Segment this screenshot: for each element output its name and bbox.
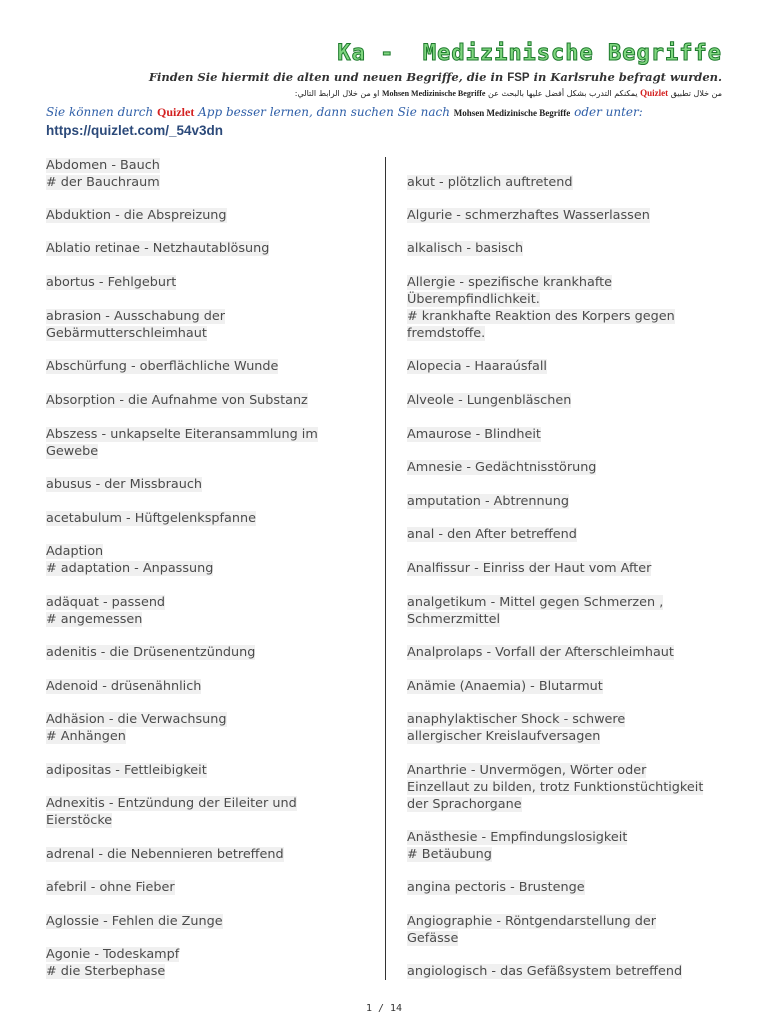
glossary-entry-line <box>407 779 727 796</box>
glossary-entry <box>407 644 727 661</box>
glossary-entry-line <box>407 207 727 224</box>
glossary-entry-line <box>407 493 727 510</box>
glossary-entry-text: anaphylaktischer Shock - schwere <box>407 712 626 727</box>
glossary-entry-text: # der Bauchraum <box>46 175 160 190</box>
glossary-entry <box>407 459 727 476</box>
glossary-entry-line <box>407 308 727 325</box>
glossary-entry-text: Agonie - Todeskampf <box>46 947 180 962</box>
glossary-entry <box>46 392 366 409</box>
intro-text-mid: App besser lernen, dann suchen Sie nach <box>194 105 454 119</box>
glossary-entry-line <box>46 946 366 963</box>
glossary-entry-line <box>407 879 727 896</box>
glossary-entry <box>407 560 727 577</box>
glossary-entry-text: # die Sterbephase <box>46 964 166 979</box>
glossary-entry <box>46 426 366 460</box>
glossary-entry-text: alkalisch - basisch <box>407 241 524 256</box>
document-title: Ka - Medizinische Begriffe <box>337 41 722 66</box>
glossary-entry <box>407 493 727 510</box>
glossary-entry-text: abusus - der Missbrauch <box>46 477 203 492</box>
arabic-instructions <box>295 88 722 98</box>
glossary-entry-text: Anästhesie - Empfindungslosigkeit <box>407 830 628 845</box>
quizlet-link[interactable]: https://quizlet.com/_54v3dn <box>46 123 224 138</box>
glossary-entry-line <box>46 762 366 779</box>
glossary-entry-line <box>46 711 366 728</box>
glossary-entry-line <box>46 560 366 577</box>
glossary-entry-text: afebril - ohne Fieber <box>46 880 175 895</box>
glossary-entry-line <box>407 611 727 628</box>
glossary-entry-line <box>407 291 727 308</box>
glossary-entry <box>46 207 366 224</box>
glossary-entry-text: Analprolaps - Vorfall der Afterschleimhaut <box>407 645 674 660</box>
glossary-entry-text: Alopecia - Haaraúsfall <box>407 359 547 374</box>
glossary-entry-line <box>46 795 366 812</box>
glossary-entry-line <box>407 963 727 980</box>
glossary-entry <box>46 594 366 628</box>
glossary-entry-line <box>407 526 727 543</box>
glossary-entry-text: Allergie - spezifische krankhafte <box>407 275 612 290</box>
glossary-entry <box>407 274 727 342</box>
glossary-entry-line <box>46 240 366 257</box>
intro-text-start: Sie können durch <box>46 105 157 119</box>
glossary-entry-text: Absorption - die Aufnahme von Substanz <box>46 393 308 408</box>
glossary-entry <box>46 762 366 779</box>
glossary-entry-line <box>46 846 366 863</box>
glossary-entry-line <box>46 510 366 527</box>
column-divider <box>385 157 386 980</box>
glossary-entry <box>46 644 366 661</box>
glossary-entry-line <box>46 611 366 628</box>
glossary-entry <box>46 510 366 527</box>
glossary-entry-text: adäquat - passend <box>46 595 166 610</box>
intro-text-end: oder unter: <box>570 105 643 119</box>
glossary-entry-line <box>46 476 366 493</box>
glossary-entry-line <box>46 274 366 291</box>
glossary-entry <box>407 829 727 863</box>
glossary-entry-text: fremdstoffe. <box>407 326 486 341</box>
glossary-entry-text: Abdomen - Bauch <box>46 158 160 173</box>
glossary-entry-text: # angemessen <box>46 612 143 627</box>
glossary-entry <box>407 174 727 191</box>
glossary-entry <box>407 879 727 896</box>
intro-text <box>46 105 643 120</box>
glossary-entry-line <box>407 728 727 745</box>
glossary-entry-line <box>46 678 366 695</box>
glossary-entry-line <box>407 594 727 611</box>
glossary-entry-text: # adaptation - Anpassung <box>46 561 214 576</box>
glossary-entry-line <box>46 594 366 611</box>
arabic-text-mid: يمكنكم التدرب بشكل أفضل عليها بالبحث عن <box>485 89 641 98</box>
arabic-text-start: من خلال تطبيق <box>668 89 722 98</box>
intro-quizlet-name: Quizlet <box>156 105 195 119</box>
glossary-entry <box>46 274 366 291</box>
glossary-entry <box>407 207 727 224</box>
glossary-entry-text: # Betäubung <box>407 847 492 862</box>
glossary-entry-line <box>407 930 727 947</box>
glossary-entry-text: Adhäsion - die Verwachsung <box>46 712 227 727</box>
glossary-entry-text: Einzellaut zu bilden, trotz Funktionstüchtigkeit <box>407 780 704 795</box>
glossary-entry-text: Adaption <box>46 544 104 559</box>
glossary-entry-line <box>407 174 727 191</box>
glossary-entry <box>407 526 727 543</box>
glossary-entry-text: Ablatio retinae - Netzhautablösung <box>46 241 270 256</box>
glossary-entry-text: Analfissur - Einriss der Haut vom After <box>407 561 652 576</box>
glossary-entry-line <box>407 796 727 813</box>
arabic-quizlet-name: Quizlet <box>640 88 669 98</box>
glossary-entry-text: Alveole - Lungenbläschen <box>407 393 572 408</box>
glossary-entry-text: adrenal - die Nebennieren betreffend <box>46 847 284 862</box>
glossary-entry <box>407 963 727 980</box>
glossary-entry-line <box>46 308 366 325</box>
glossary-entry-text: Gewebe <box>46 444 99 459</box>
glossary-entry-text: Algurie - schmerzhaftes Wasserlassen <box>407 208 650 223</box>
glossary-entry-text: Überempfindlichkeit. <box>407 292 540 307</box>
glossary-entry-line <box>407 240 727 257</box>
glossary-entry <box>407 762 727 813</box>
glossary-entry-line <box>46 913 366 930</box>
glossary-entry-text: angina pectoris - Brustenge <box>407 880 585 895</box>
glossary-entry-line <box>407 274 727 291</box>
glossary-entry-text: abrasion - Ausschabung der <box>46 309 225 324</box>
glossary-entry-line <box>46 963 366 980</box>
glossary-entry-text: # krankhafte Reaktion des Korpers gegen <box>407 309 675 324</box>
glossary-entry <box>46 795 366 829</box>
glossary-entry <box>407 358 727 375</box>
glossary-entry-text: analgetikum - Mittel gegen Schmerzen , <box>407 595 664 610</box>
glossary-entry-line <box>46 207 366 224</box>
glossary-entry-line <box>407 829 727 846</box>
glossary-entry <box>407 240 727 257</box>
glossary-entry-text: angiologisch - das Gefäßsystem betreffend <box>407 964 683 979</box>
glossary-entry-text: Amnesie - Gedächtnisstörung <box>407 460 597 475</box>
glossary-entry-line <box>46 812 366 829</box>
glossary-entry-line <box>407 678 727 695</box>
glossary-entry-text: Adenoid - drüsenähnlich <box>46 679 202 694</box>
glossary-entry <box>46 240 366 257</box>
glossary-entry <box>46 476 366 493</box>
glossary-entry-text: Amaurose - Blindheit <box>407 427 541 442</box>
glossary-entry-text: acetabulum - Hüftgelenkspfanne <box>46 511 256 526</box>
glossary-entry-line <box>407 426 727 443</box>
glossary-entry <box>46 157 366 191</box>
glossary-entry-text: Aglossie - Fehlen die Zunge <box>46 914 223 929</box>
glossary-entry-text: anal - den After betreffend <box>407 527 577 542</box>
glossary-entry-line <box>46 728 366 745</box>
glossary-entry-text: allergischer Kreislaufversagen <box>407 729 601 744</box>
glossary-entry <box>407 711 727 745</box>
glossary-entry-line <box>407 846 727 863</box>
glossary-entry-line <box>46 358 366 375</box>
glossary-entry-line <box>46 325 366 342</box>
glossary-entry <box>407 594 727 628</box>
glossary-entry-line <box>407 392 727 409</box>
glossary-entry-line <box>407 358 727 375</box>
glossary-entry-line <box>46 426 366 443</box>
glossary-entry <box>46 308 366 342</box>
glossary-entry-text: Abschürfung - oberflächliche Wunde <box>46 359 279 374</box>
glossary-entry-line <box>407 913 727 930</box>
glossary-entry <box>46 913 366 930</box>
glossary-entry-line <box>407 711 727 728</box>
glossary-entry-text: adenitis - die Drüsenentzündung <box>46 645 256 660</box>
glossary-entry-text: Abszess - unkapselte Eiteransammlung im <box>46 427 318 442</box>
glossary-entry-line <box>46 392 366 409</box>
glossary-entry <box>46 846 366 863</box>
page-number: 1 / 14 <box>365 1003 403 1014</box>
document-subtitle <box>149 70 722 84</box>
glossary-entry <box>46 358 366 375</box>
glossary-entry-text: adipositas - Fettleibigkeit <box>46 763 207 778</box>
glossary-entry-text: Anämie (Anaemia) - Blutarmut <box>407 679 603 694</box>
glossary-entry-line <box>407 325 727 342</box>
glossary-entry <box>407 392 727 409</box>
glossary-entry-text: amputation - Abtrennung <box>407 494 569 509</box>
glossary-entry <box>46 543 366 577</box>
glossary-entry-line <box>407 560 727 577</box>
glossary-entry-line <box>46 174 366 191</box>
glossary-entry-text: Gebärmutterschleimhaut <box>46 326 207 341</box>
subtitle-fsp: FSP <box>507 72 530 84</box>
glossary-entry-text: Adnexitis - Entzündung der Eileiter und <box>46 796 297 811</box>
glossary-entry-text: Gefässe <box>407 931 459 946</box>
glossary-entry-line <box>46 644 366 661</box>
glossary-entry <box>46 946 366 980</box>
subtitle-text-end: in Karlsruhe befragt wurden. <box>529 70 722 84</box>
glossary-entry-text: der Sprachorgane <box>407 797 522 812</box>
glossary-entry-text: Eierstöcke <box>46 813 113 828</box>
glossary-entry-line <box>407 459 727 476</box>
glossary-entry-line <box>407 762 727 779</box>
glossary-entry-line <box>46 543 366 560</box>
glossary-entry-text: abortus - Fehlgeburt <box>46 275 177 290</box>
glossary-entry-line <box>46 157 366 174</box>
glossary-entry-text: Anarthrie - Unvermögen, Wörter oder <box>407 763 647 778</box>
arabic-text-end: او من خلال الرابط التالي: <box>294 89 382 98</box>
glossary-entry-text: Abduktion - die Abspreizung <box>46 208 227 223</box>
subtitle-text-start: Finden Sie hiermit die alten und neuen Begriffe, die in <box>148 70 508 84</box>
glossary-entry <box>407 678 727 695</box>
glossary-entry-line <box>407 644 727 661</box>
glossary-entry-text: akut - plötzlich auftretend <box>407 175 573 190</box>
glossary-entry-text: Angiographie - Röntgendarstellung der <box>407 914 656 929</box>
glossary-entry <box>46 879 366 896</box>
glossary-entry <box>407 426 727 443</box>
intro-search-term: Mohsen Medizinische Begriffe <box>453 108 571 118</box>
glossary-entry-line <box>46 879 366 896</box>
glossary-entry <box>407 913 727 947</box>
glossary-entry-text: # Anhängen <box>46 729 126 744</box>
glossary-entry <box>46 678 366 695</box>
glossary-entry-line <box>46 443 366 460</box>
glossary-entry <box>46 711 366 745</box>
arabic-search-term: Mohsen Medizinische Begriffe <box>381 89 486 98</box>
glossary-entry-text: Schmerzmittel <box>407 612 501 627</box>
